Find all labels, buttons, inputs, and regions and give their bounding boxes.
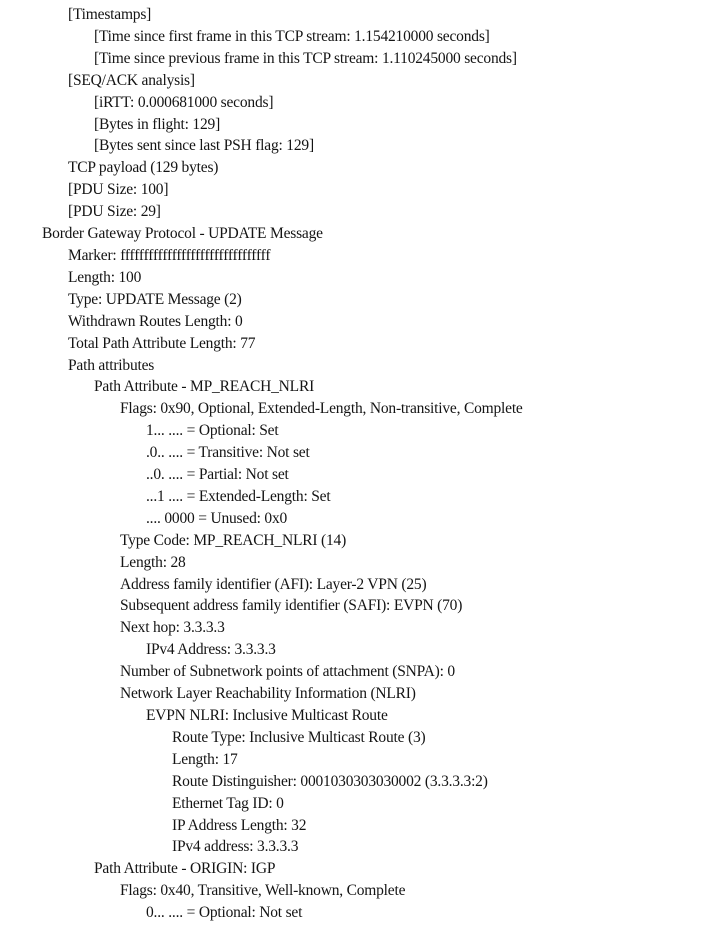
tree-line: Address family identifier (AFI): Layer-2 VPN (25) <box>120 575 427 593</box>
tree-line: Withdrawn Routes Length: 0 <box>68 312 243 330</box>
tree-line: Type: UPDATE Message (2) <box>68 290 242 308</box>
tree-line: [PDU Size: 100] <box>68 181 169 199</box>
tree-line: IPv4 Address: 3.3.3.3 <box>146 641 276 659</box>
tree-line: Path Attribute - MP_REACH_NLRI <box>94 378 315 396</box>
tree-line: Length: 100 <box>68 268 142 286</box>
tree-line: IPv4 address: 3.3.3.3 <box>172 838 299 856</box>
tree-line: ..0. .... = Partial: Not set <box>146 466 289 484</box>
tree-line: .... 0000 = Unused: 0x0 <box>146 509 288 527</box>
tree-line: IP Address Length: 32 <box>172 816 307 834</box>
tree-line: Subsequent address family identifier (SAFI): EVPN (70) <box>120 597 463 615</box>
tree-line: Total Path Attribute Length: 77 <box>68 334 256 352</box>
tree-line: 1... .... = Optional: Set <box>146 422 279 440</box>
tree-line: Flags: 0x90, Optional, Extended-Length, Non-transitive, Complete <box>120 400 523 418</box>
tree-line: Length: 28 <box>120 553 186 571</box>
tree-line: [iRTT: 0.000681000 seconds] <box>94 93 274 111</box>
tree-line: Type Code: MP_REACH_NLRI (14) <box>120 531 347 549</box>
tree-line: [Time since first frame in this TCP stream: 1.154210000 seconds] <box>94 27 490 45</box>
tree-line: [Time since previous frame in this TCP stream: 1.110245000 seconds] <box>94 49 517 67</box>
tree-line: Border Gateway Protocol - UPDATE Message <box>42 225 323 243</box>
tree-line: Next hop: 3.3.3.3 <box>120 619 225 637</box>
tree-line: 0... .... = Optional: Not set <box>146 904 303 922</box>
tree-line: [SEQ/ACK analysis] <box>68 71 195 89</box>
tree-line: .0.. .... = Transitive: Not set <box>146 444 310 462</box>
tree-line: Number of Subnetwork points of attachment (SNPA): 0 <box>120 663 455 681</box>
tree-line: [Timestamps] <box>68 6 152 23</box>
tree-line: Network Layer Reachability Information (NLRI) <box>120 685 416 703</box>
tree-line: Length: 17 <box>172 750 238 768</box>
tree-line: TCP payload (129 bytes) <box>68 159 219 177</box>
tree-line: Flags: 0x40, Transitive, Well-known, Complete <box>120 882 406 900</box>
tree-line: [PDU Size: 29] <box>68 203 161 221</box>
tree-line: Path attributes <box>68 356 155 374</box>
tree-line: Route Type: Inclusive Multicast Route (3) <box>172 728 426 746</box>
tree-line: EVPN NLRI: Inclusive Multicast Route <box>146 707 388 724</box>
tree-line: Route Distinguisher: 0001030303030002 (3.3.3.3:2) <box>172 772 488 790</box>
tree-line: Path Attribute - ORIGIN: IGP <box>94 860 276 878</box>
tree-line: [Bytes sent since last PSH flag: 129] <box>94 137 314 155</box>
tree-line: Marker: ffffffffffffffffffffffffffffffff <box>68 246 271 264</box>
tree-line: [Bytes in flight: 129] <box>94 115 221 133</box>
tree-line: Ethernet Tag ID: 0 <box>172 794 284 812</box>
tree-line: ...1 .... = Extended-Length: Set <box>146 487 331 505</box>
